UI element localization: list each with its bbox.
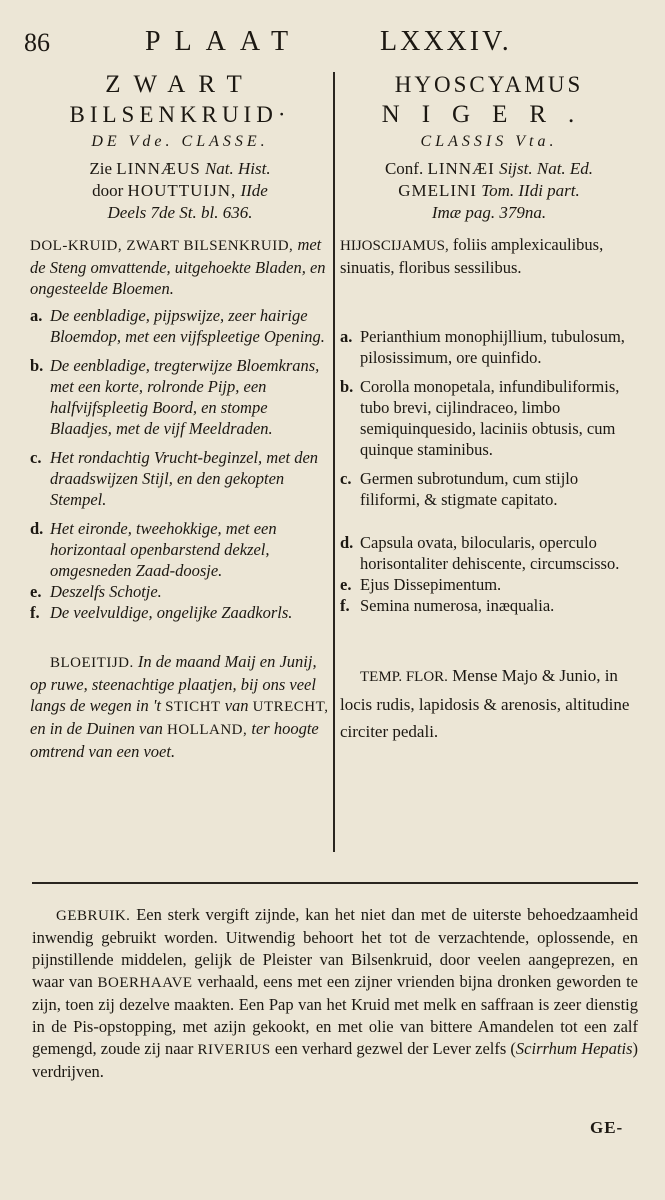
ref-work: Nat. Hist. <box>204 159 271 178</box>
usage-text: Een sterk vergift zijnde, kan het niet dan met de uiterste behoedzaamheid inwendig gebruikt worden. Uitwendig behoort het tot de verzachtende, oplossende, en pijnstillende middelen, gelijk de Pleister van Bilsenkruid, door veelen aangeprezen, en waar van <box>32 905 639 991</box>
ref-word: door <box>92 181 124 200</box>
latin-item <box>340 376 638 460</box>
item-letter: b. <box>30 356 44 375</box>
ref-volume: Imæ pag. 379na. <box>431 203 547 222</box>
item-text: Perianthium monophijllium, tubulosum, pilosissimum, ore quinfido. <box>360 327 625 367</box>
plate-number: LXXXIV. <box>380 26 512 57</box>
ref-word: Conf. <box>384 159 424 178</box>
flor-text: Mense Majo & Junio, in locis rudis, lapidosis & arenosis, altitudine circiter pedali. <box>340 666 630 741</box>
bloom-text: ter hoogte omtrend van een voet. <box>30 719 319 761</box>
item-text: Ejus Dissepimentum. <box>360 575 502 594</box>
latin-flowering-time <box>340 662 638 745</box>
latin-item <box>340 595 638 616</box>
place-name: HOLLAND, <box>167 722 248 738</box>
item-text: Het rondachtig Vrucht-beginzel, met den draadswijzen Stijl, en den gekopten Stempel. <box>50 448 319 509</box>
item-text: Corolla monopetala, infundibuliformis, tubo brevi, cijlindraceo, limbo semiquinquesido, laciniis obtusis, cum quinque staminibus. <box>360 377 620 459</box>
person-name: RIVERIUS <box>197 1042 271 1058</box>
dutch-item <box>30 581 330 602</box>
usage-text: ) verdrijven. <box>32 1039 639 1081</box>
page-header <box>0 22 665 62</box>
dutch-title-line1: ZWART <box>105 71 255 98</box>
dutch-description <box>30 234 330 299</box>
person-name: BOERHAAVE <box>97 975 193 991</box>
latin-column <box>340 70 638 745</box>
item-text: De eenbladige, pijpswijze, zeer hairige Bloemdop, met een vijfspleetige Opening. <box>50 306 325 346</box>
item-letter: e. <box>340 575 352 594</box>
item-text: Deszelfs Schotje. <box>50 582 162 601</box>
item-letter: f. <box>30 603 40 622</box>
ref-part: Tom. IIdi part. <box>481 181 580 200</box>
item-text: De veelvuldige, ongelijke Zaadkorls. <box>50 603 293 622</box>
latin-title-line1: HYOSCYAMUS <box>394 72 584 97</box>
column-divider <box>333 72 335 852</box>
latin-item <box>340 532 638 574</box>
item-text: Germen subrotundum, cum stijlo filiformi, & stigmate capitato. <box>360 469 579 509</box>
latin-item <box>340 468 638 510</box>
ref-word: Zie <box>89 159 113 178</box>
usage-text: verhaald, eens met een zijner vrienden bijna dronken geworden te zijn, toen zij dezelve maakten. Een Pap van het Kruid met melk en saffraan is zeer dienstig in de Pis-opstopping, met azijn gekookt, en met olie van bittere Amandelen tot een zalf gemengd, zoude zij naar <box>32 972 639 1058</box>
catchword: GE- <box>590 1118 624 1137</box>
item-letter: e. <box>30 582 42 601</box>
ref-author: HOUTTUIJN, <box>127 181 237 200</box>
page-number: 86 <box>24 28 50 57</box>
item-letter: b. <box>340 377 354 396</box>
ref-author: GMELINI <box>398 181 477 200</box>
bloom-text: van <box>224 696 249 715</box>
latin-term: Scirrhum Hepatis <box>515 1039 633 1058</box>
place-name: STICHT <box>165 699 221 715</box>
item-text: Capsula ovata, bilocularis, operculo horisontaliter dehiscente, circumscisso. <box>360 533 620 573</box>
item-letter: a. <box>30 306 43 325</box>
item-letter: c. <box>340 469 352 488</box>
dutch-item <box>30 518 330 581</box>
item-letter: a. <box>340 327 353 346</box>
item-text: Semina numerosa, inæqualia. <box>360 596 555 615</box>
ref-part: IIde <box>240 181 268 200</box>
ref-author: LINNÆI <box>427 159 495 178</box>
flor-label: TEMP. FLOR. <box>360 669 448 685</box>
dutch-item <box>30 305 330 347</box>
usage-label: GEBRUIK. <box>56 908 131 924</box>
bloom-text: en in de Duinen van <box>30 719 163 738</box>
ref-author: LINNÆUS <box>116 159 201 178</box>
latin-title-line2: NIGER. <box>381 101 597 128</box>
ref-volume: Deels 7de St. bl. 636. <box>107 203 253 222</box>
latin-description <box>340 234 638 278</box>
latin-class-line: CLASSIS Vta. <box>420 133 558 150</box>
dutch-class-line: DE Vde. CLASSE. <box>91 133 269 150</box>
bloom-label: BLOEITIJD. <box>50 655 134 671</box>
item-letter: d. <box>30 519 44 538</box>
dutch-item <box>30 602 330 623</box>
bloom-text: In de maand Maij en Junij, op ruwe, steenachtige plaatjen, bij ons veel langs de wegen in 't <box>30 652 317 715</box>
latin-item <box>340 574 638 595</box>
plant-name: DOL-KRUID, ZWART BILSENKRUID, <box>30 238 294 254</box>
usage-text: een verhard gezwel der Lever zelfs ( <box>274 1039 516 1058</box>
dutch-item <box>30 447 330 510</box>
latin-item <box>340 326 638 368</box>
item-text: Het eironde, tweehokkige, met een horizontaal openbarstend dekzel, omgesneden Zaad-doosje. <box>50 519 277 580</box>
description-text: met de Steng omvattende, uitgehoekte Bladen, en ongesteelde Bloemen. <box>30 235 326 298</box>
description-text: foliis amplexicaulibus, sinuatis, floribus sessilibus. <box>340 235 604 277</box>
item-letter: c. <box>30 448 42 467</box>
item-text: De eenbladige, tregterwijze Bloemkrans, met een korte, rolronde Pijp, een halfvijfspleetig Boord, en stompe Blaadjes, met de vijf Meeldraden. <box>50 356 320 438</box>
dutch-bloom-time <box>30 651 330 762</box>
usage-paragraph <box>32 904 638 1083</box>
dutch-title-line2: BILSENKRUID· <box>69 102 291 127</box>
dutch-item <box>30 355 330 439</box>
item-letter: d. <box>340 533 354 552</box>
plant-name: HIJOSCIJAMUS, <box>340 238 449 254</box>
latin-reference <box>340 158 638 224</box>
section-rule <box>32 882 638 884</box>
dutch-column <box>30 70 330 762</box>
dutch-reference <box>30 158 330 224</box>
item-letter: f. <box>340 596 350 615</box>
place-name: UTRECHT, <box>252 699 329 715</box>
plate-title: PLAAT <box>145 26 303 57</box>
ref-work: Sijst. Nat. Ed. <box>499 159 594 178</box>
